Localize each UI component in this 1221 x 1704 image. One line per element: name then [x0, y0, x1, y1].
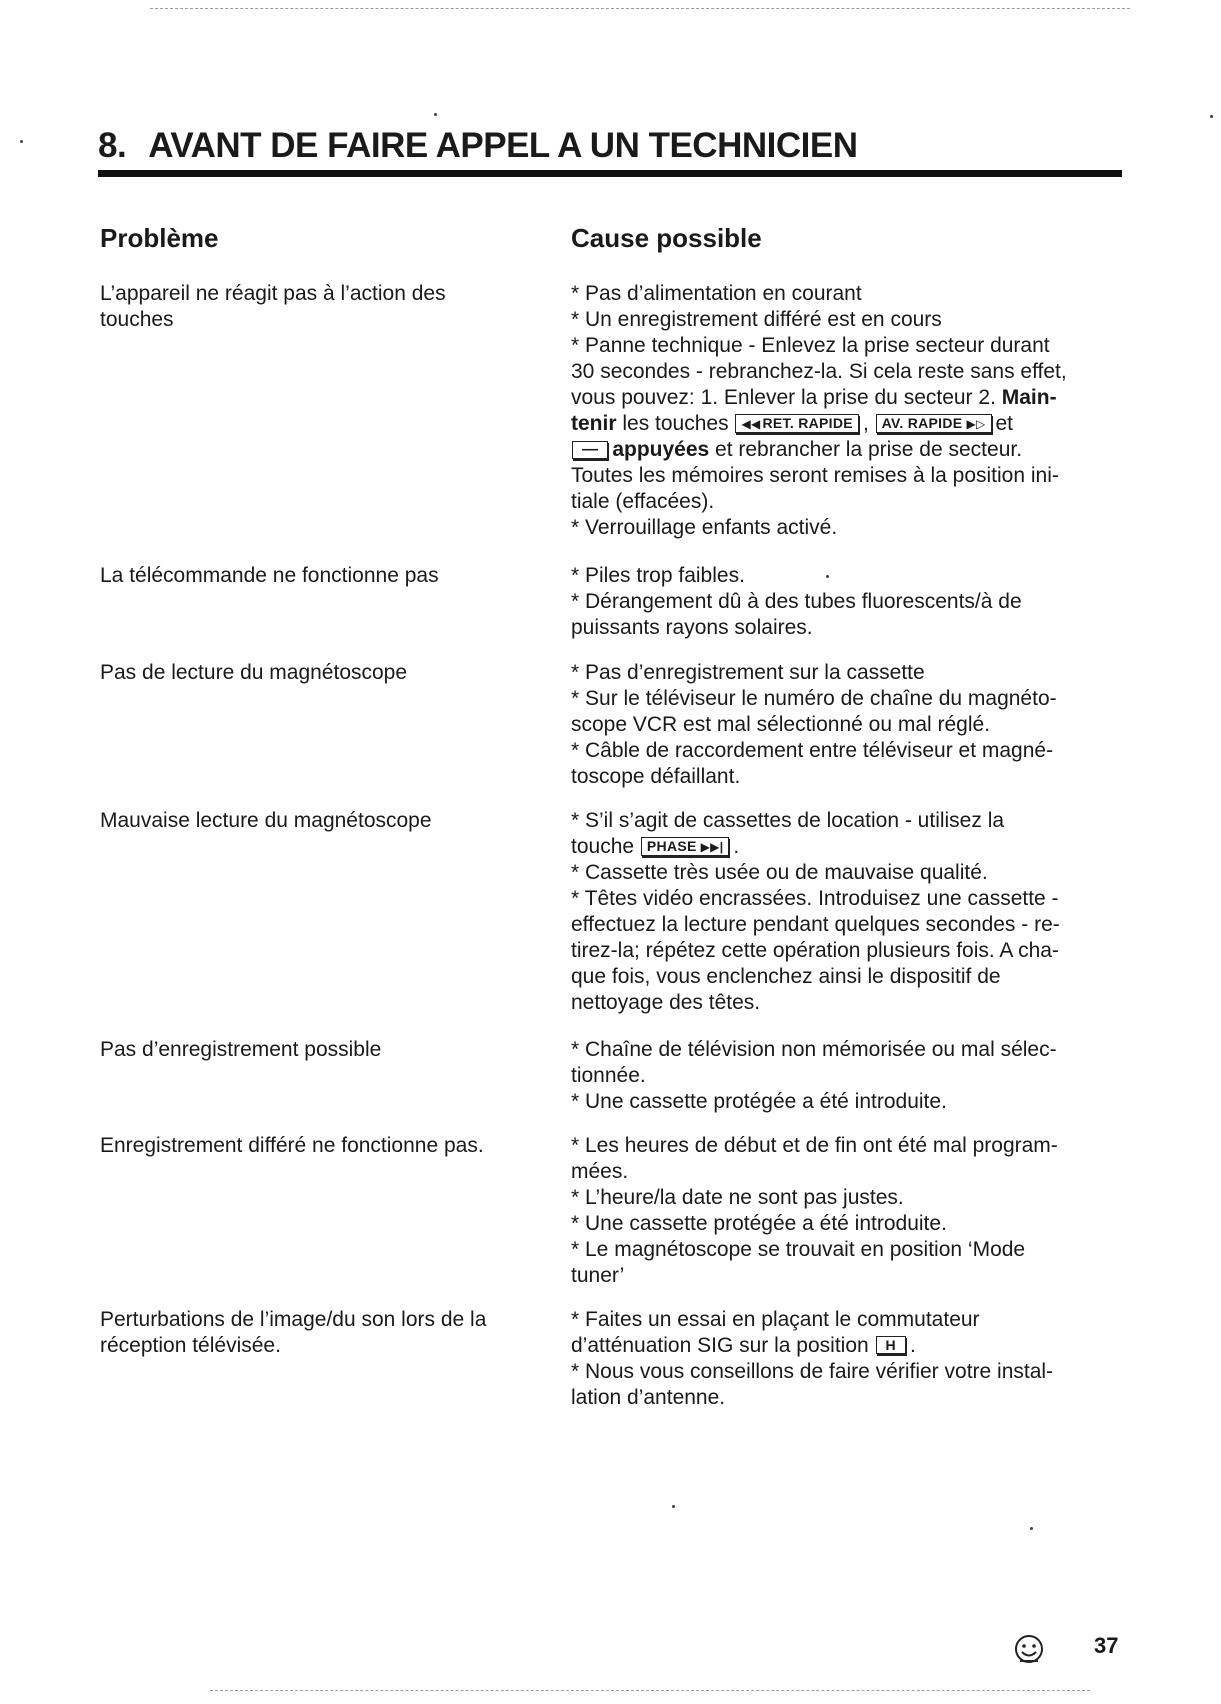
cause-line: * Sur le téléviseur le numéro de chaîne du magnéto-: [571, 687, 1057, 710]
cause-line: * Piles trop faibles.: [571, 564, 745, 587]
problem-line: La télécommande ne fonctionne pas: [100, 564, 439, 587]
scan-artifact-top: [150, 8, 1130, 9]
cause-line: [571, 437, 1123, 463]
cause-line: * Verrouillage enfants activé.: [571, 516, 838, 539]
cause-line: puissants rayons solaires.: [571, 616, 813, 639]
cause-fragment: et: [995, 412, 1014, 435]
cause-line: [571, 834, 1123, 860]
fast-forward-key: [876, 414, 992, 433]
cause-line: * Les heures de début et de fin ont été mal program-: [571, 1134, 1058, 1157]
cause-line: * Câble de raccordement entre téléviseur et magné-: [571, 739, 1054, 762]
cause-line: tuner’: [571, 1264, 625, 1287]
cause-line: * Panne technique - Enlevez la prise secteur durant: [571, 334, 1050, 357]
problem-line: réception télévisée.: [100, 1334, 281, 1357]
cause-text: [571, 563, 1123, 641]
cause-fragment: et rebrancher la prise de secteur.: [709, 438, 1023, 461]
problem-text: [100, 563, 540, 589]
problem-line: Pas de lecture du magnétoscope: [100, 661, 408, 684]
cause-line: nettoyage des têtes.: [571, 991, 761, 1014]
cause-fragment: .: [733, 835, 740, 858]
cause-line: * Le magnétoscope se trouvait en position ‘Mode: [571, 1238, 1026, 1261]
cause-line: [571, 411, 1123, 437]
cause-line: [571, 1333, 1123, 1359]
cause-line: lation d’antenne.: [571, 1386, 726, 1409]
rewind-key: [735, 414, 859, 433]
title-underline: [98, 170, 1122, 177]
cause-fragment: les touches: [616, 412, 729, 435]
problem-line: touches: [100, 308, 174, 331]
scan-speck: [20, 140, 23, 143]
cause-bold-fragment: appuyées: [612, 438, 710, 461]
fast-forward-key-label: AV. RAPIDE: [881, 415, 963, 431]
scan-artifact-bottom: [210, 1690, 1090, 1691]
cause-line: effectuez la lecture pendant quelques secondes - re-: [571, 913, 1060, 936]
problem-line: Pas d’enregistrement possible: [100, 1038, 382, 1061]
cause-line: * Une cassette protégée a été introduite.: [571, 1212, 947, 1235]
cause-line: * Pas d’alimentation en courant: [571, 282, 862, 305]
scan-speck: [672, 1505, 675, 1508]
cause-line: * Dérangement dû à des tubes fluorescents/à de: [571, 590, 1022, 613]
cause-text: [571, 1037, 1123, 1115]
cause-fragment: ,: [862, 412, 869, 435]
problem-line: L’appareil ne réagit pas à l’action des: [100, 282, 446, 305]
cause-line: Toutes les mémoires seront remises à la position ini-: [571, 464, 1059, 487]
cause-text: [571, 1307, 1123, 1411]
cause-fragment: .: [909, 1334, 916, 1357]
fast-forward-icon: ▶▷: [966, 417, 986, 431]
problem-text: [100, 660, 540, 686]
scan-speck: [434, 113, 437, 116]
cause-bold-fragment: Main-: [1001, 386, 1057, 409]
minus-key: —: [572, 441, 608, 459]
cause-text: [571, 808, 1123, 1016]
cause-line: tiale (effacées).: [571, 490, 715, 513]
rewind-icon: ◀◀: [741, 417, 761, 431]
cause-line: * Une cassette protégée a été introduite.: [571, 1090, 947, 1113]
cause-text: [571, 1133, 1123, 1289]
cause-line: scope VCR est mal sélectionné ou mal réglé.: [571, 713, 991, 736]
section-title-text: AVANT DE FAIRE APPEL A UN TECHNICIEN: [148, 126, 858, 165]
phase-icon: ▶▶|: [700, 840, 724, 854]
cause-fragment: vous pouvez: 1. Enlever la prise du secteur 2.: [571, 386, 996, 409]
problem-line: Enregistrement différé ne fonctionne pas.: [100, 1134, 484, 1157]
cause-text: [571, 660, 1123, 790]
problem-line: Mauvaise lecture du magnétoscope: [100, 809, 432, 832]
cause-line: que fois, vous enclenchez ainsi le dispositif de: [571, 965, 1001, 988]
problem-text: [100, 1307, 540, 1359]
cause-line: mées.: [571, 1160, 629, 1183]
page-number: 37: [1094, 1633, 1119, 1658]
cause-line: * Chaîne de télévision non mémorisée ou mal sélec-: [571, 1038, 1057, 1061]
cause-line: * L’heure/la date ne sont pas justes.: [571, 1186, 904, 1209]
section-number: 8.: [98, 126, 127, 165]
cause-line: * Cassette très usée ou de mauvaise qualité.: [571, 861, 988, 884]
cause-text: [571, 281, 1123, 541]
column-header-problem: Problème: [100, 223, 219, 253]
rewind-key-label: RET. RAPIDE: [762, 415, 853, 431]
cause-line: tionnée.: [571, 1064, 646, 1087]
cause-line: tirez-la; répétez cette opération plusieurs fois. A cha-: [571, 939, 1059, 962]
smiley-icon: [1012, 1632, 1046, 1666]
cause-line: * S’il s’agit de cassettes de location - utilisez la: [571, 809, 1005, 832]
cause-line: [571, 385, 1123, 411]
column-header-cause: Cause possible: [571, 223, 762, 253]
problem-line: Perturbations de l’image/du son lors de la: [100, 1308, 487, 1331]
cause-line: * Têtes vidéo encrassées. Introduisez une cassette -: [571, 887, 1059, 910]
cause-bold-fragment: tenir: [571, 412, 617, 435]
cause-line: * Pas d’enregistrement sur la cassette: [571, 661, 925, 684]
problem-text: [100, 808, 540, 834]
cause-line: * Nous vous conseillons de faire vérifier votre instal-: [571, 1360, 1054, 1383]
scan-speck: [1210, 115, 1213, 118]
problem-text: [100, 281, 540, 333]
cause-line: toscope défaillant.: [571, 765, 741, 788]
phase-key: [641, 837, 729, 856]
phase-key-label: PHASE: [646, 838, 697, 854]
section-title: [98, 124, 1122, 168]
h-key: H: [876, 1336, 906, 1354]
cause-line: * Un enregistrement différé est en cours: [571, 308, 942, 331]
cause-line: * Faites un essai en plaçant le commutateur: [571, 1308, 980, 1331]
cause-fragment: d’atténuation SIG sur la position: [571, 1334, 869, 1357]
cause-fragment: touche: [571, 835, 635, 858]
problem-text: [100, 1133, 540, 1159]
problem-text: [100, 1037, 540, 1063]
cause-line: 30 secondes - rebranchez-la. Si cela reste sans effet,: [571, 360, 1067, 383]
scan-speck: [1030, 1527, 1033, 1530]
